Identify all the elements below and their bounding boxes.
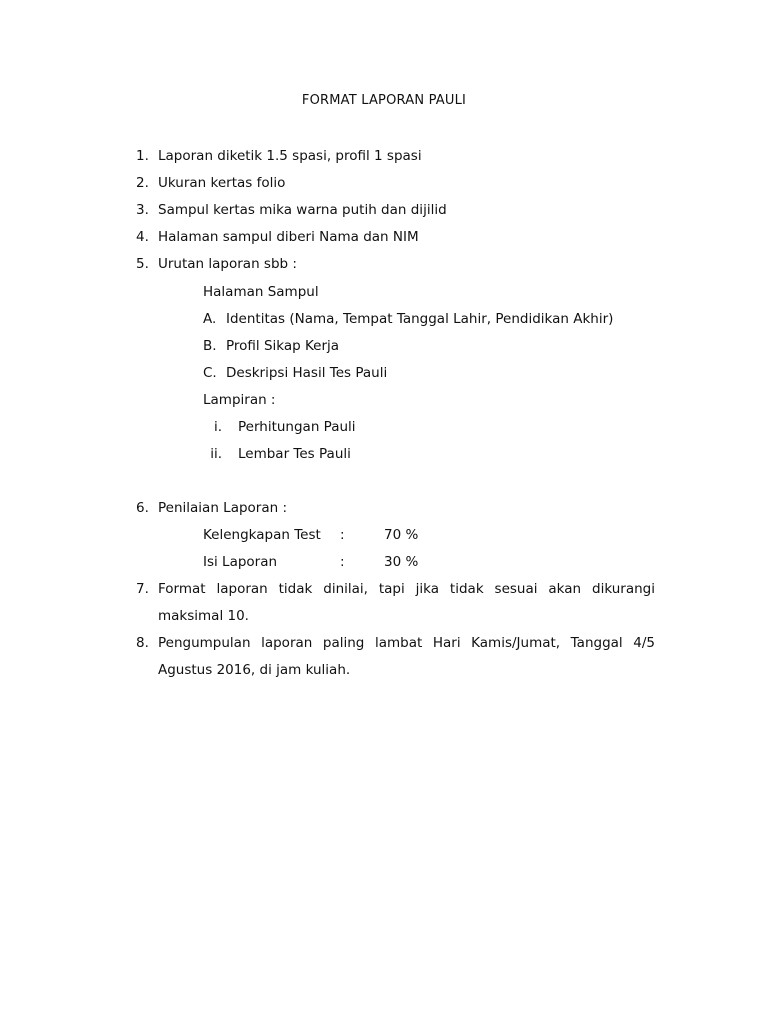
list-text-line: Format laporan tidak dinilai, tapi jika tidak sesuai akan dikurangi [158,581,655,597]
appendix-text: Perhitungan Pauli [238,419,356,435]
score-separator: : [340,554,345,570]
list-text: Penilaian Laporan : [158,500,288,516]
list-number: 4. [136,229,149,245]
list-text [158,630,655,684]
list-text-line: maksimal 10. [158,608,249,624]
list-number: 5. [136,256,149,272]
cover-page-label: Halaman Sampul [203,284,319,300]
list-text: Halaman sampul diberi Nama dan NIM [158,229,419,245]
score-label: Kelengkapan Test [203,527,321,543]
list-number: 3. [136,202,149,218]
section-letter: B. [203,338,217,354]
appendix-number: ii. [210,446,222,462]
appendix-number: i. [213,419,222,435]
list-number: 7. [136,581,149,597]
list-number: 1. [136,148,149,164]
section-text: Identitas (Nama, Tempat Tanggal Lahir, Pendidikan Akhir) [226,311,614,327]
section-letter: C. [203,365,217,381]
section-text: Profil Sikap Kerja [226,338,340,354]
list-text [158,576,655,630]
list-text: Urutan laporan sbb : [158,256,297,272]
score-value: 30 % [384,554,419,570]
list-number: 6. [136,500,149,516]
score-label: Isi Laporan [203,554,278,570]
score-value: 70 % [384,527,419,543]
list-text: Ukuran kertas folio [158,175,286,191]
section-letter: A. [203,311,217,327]
appendix-label: Lampiran : [203,392,276,408]
list-text: Laporan diketik 1.5 spasi, profil 1 spasi [158,148,422,164]
appendix-text: Lembar Tes Pauli [238,446,351,462]
list-number: 8. [136,635,149,651]
list-number: 2. [136,175,149,191]
list-text-line: Pengumpulan laporan paling lambat Hari Kamis/Jumat, Tanggal 4/5 [158,635,655,651]
list-text: Sampul kertas mika warna putih dan dijilid [158,202,447,218]
list-text-line: Agustus 2016, di jam kuliah. [158,662,351,678]
section-text: Deskripsi Hasil Tes Pauli [226,365,388,381]
score-separator: : [340,527,345,543]
document-title: FORMAT LAPORAN PAULI [301,93,467,108]
